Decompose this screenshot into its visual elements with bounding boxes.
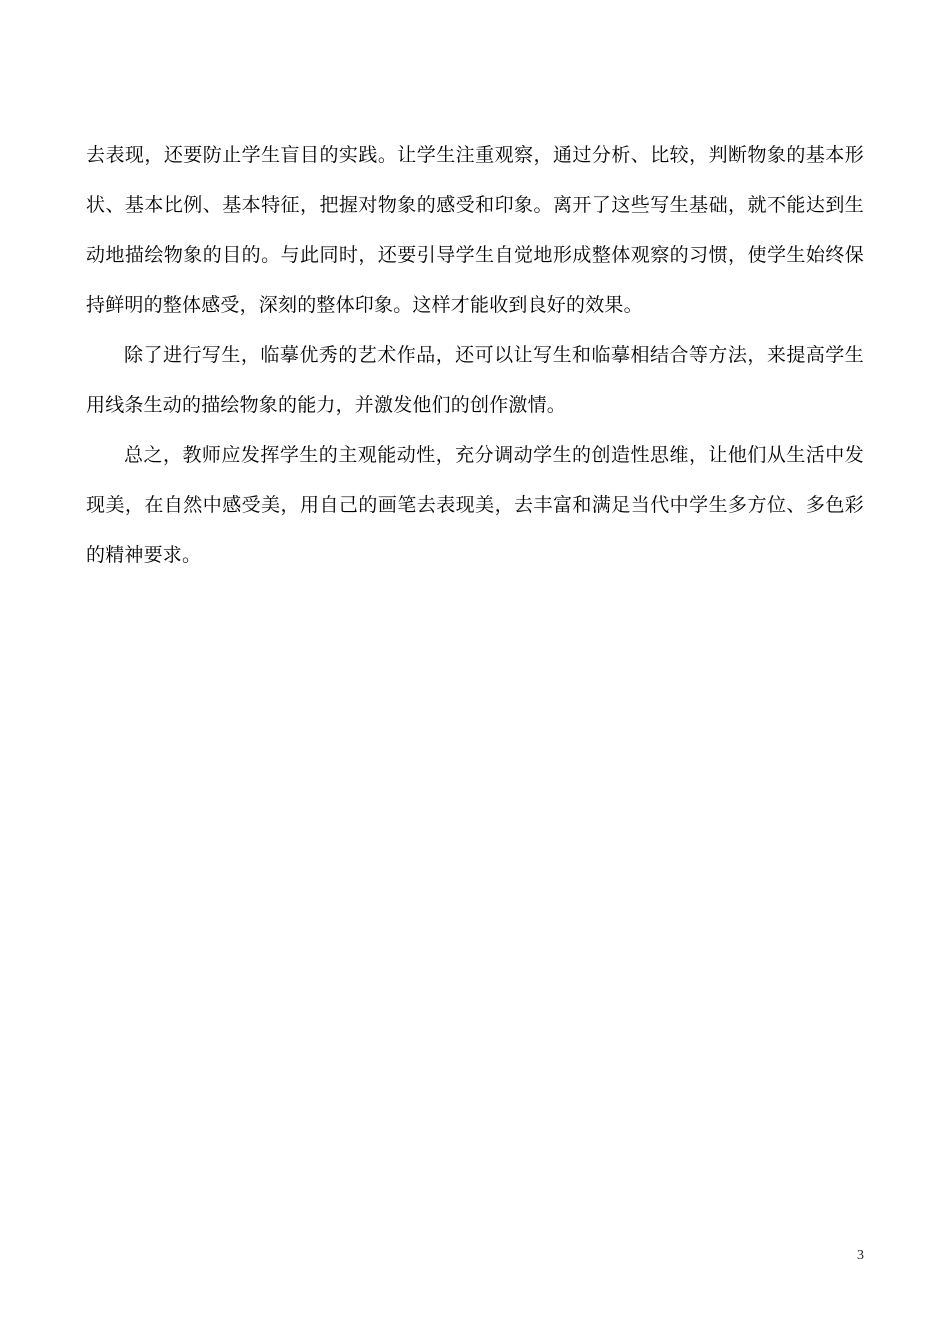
paragraph-copying-methods: 除了进行写生，临摹优秀的艺术作品，还可以让写生和临摹相结合等方法，来提高学生用线条生动的描绘物象的能力，并激发他们的创作激情。 <box>86 344 864 416</box>
paragraph-continuation: 去表现，还要防止学生盲目的实践。让学生注重观察，通过分析、比较，判断物象的基本形状、基本比例、基本特征，把握对物象的感受和印象。离开了这些写生基础，就不能达到生动地描绘物象的目的。与此同时，还要引导学生自觉地形成整体观察的习惯，使学生始终保持鲜明的整体感受，深刻的整体印象。这样才能收到良好的效果。 <box>86 144 864 316</box>
paragraph-conclusion: 总之，教师应发挥学生的主观能动性，充分调动学生的创造性思维，让他们从生活中发现美，在自然中感受美，用自己的画笔去表现美，去丰富和满足当代中学生多方位、多色彩的精神要求。 <box>86 444 864 566</box>
document-body <box>86 130 864 580</box>
page-number: 3 <box>857 1248 864 1263</box>
